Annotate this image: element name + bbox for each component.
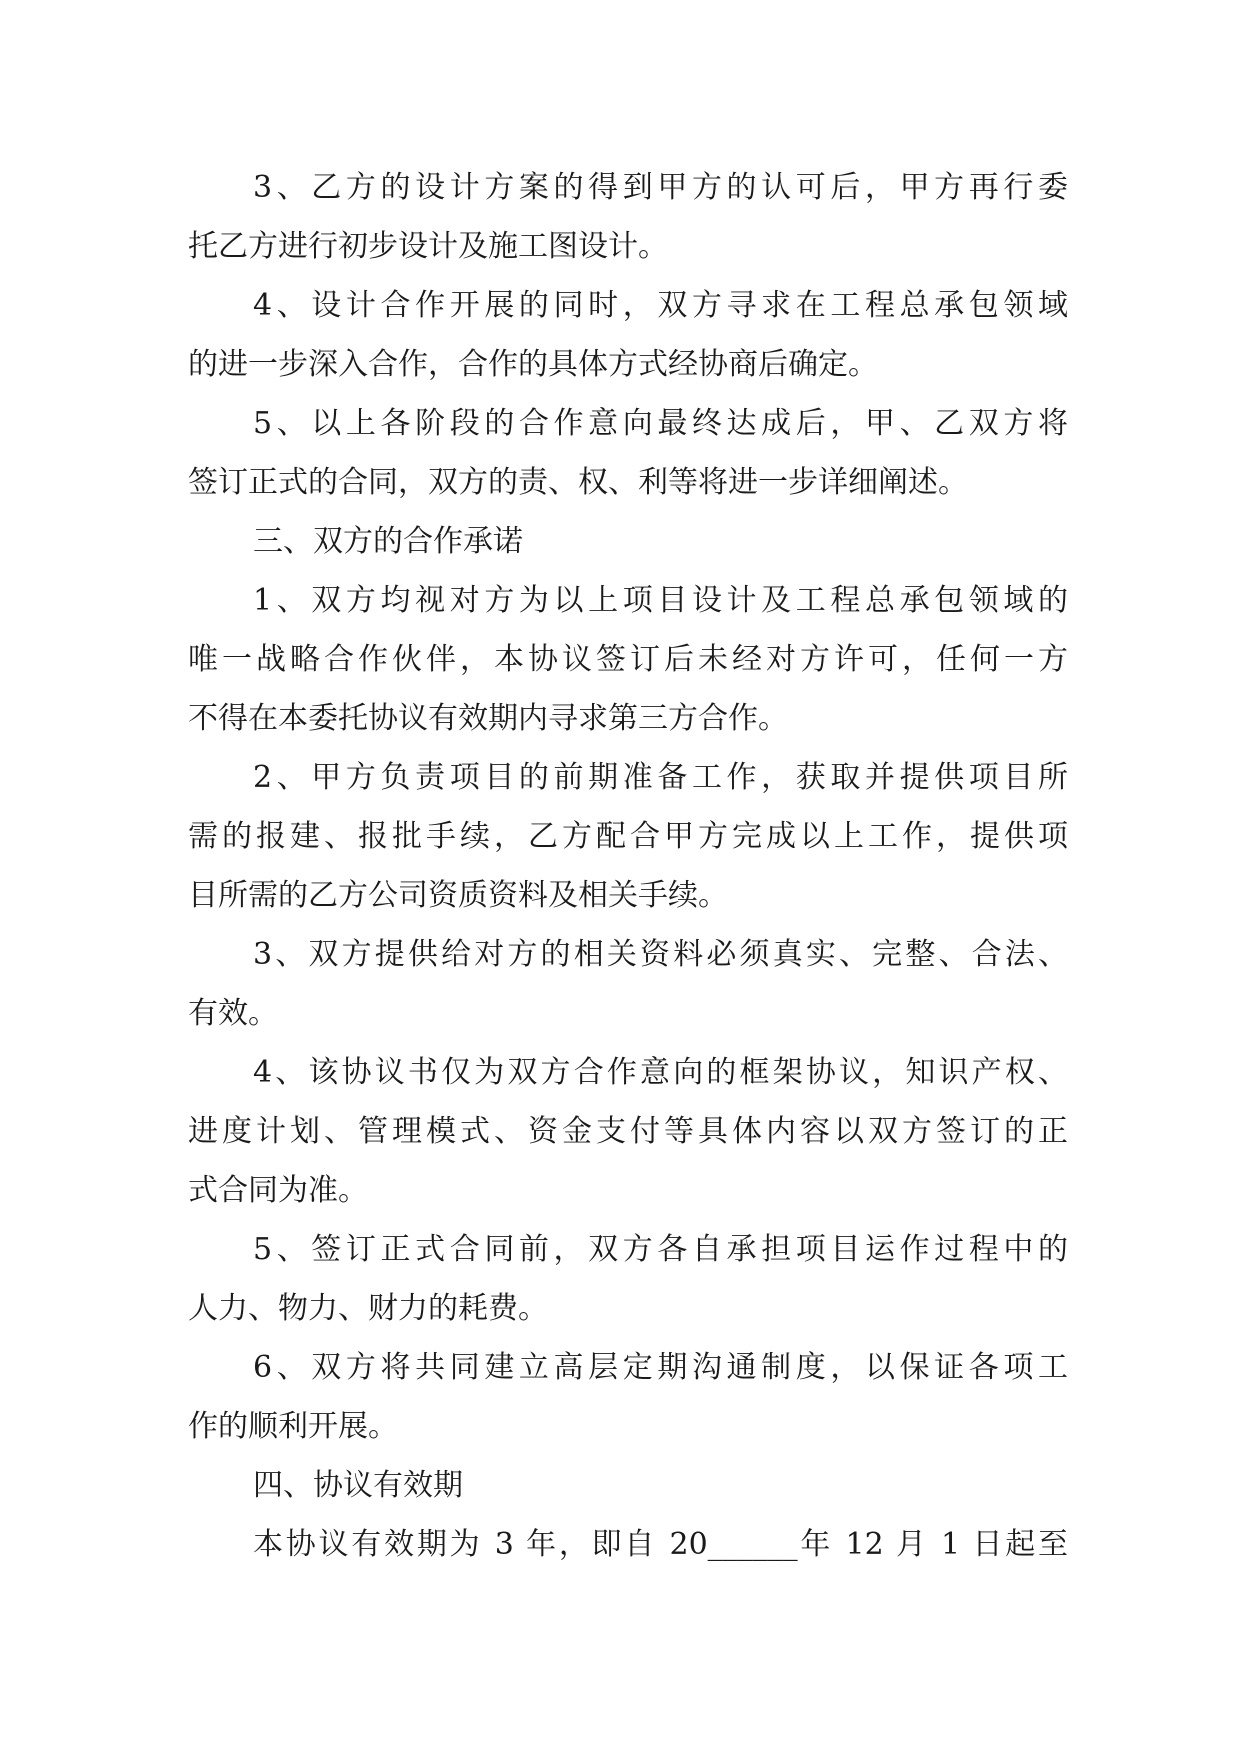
document-body	[188, 158, 1068, 1574]
paragraph-line: 唯一战略合作伙伴，本协议签订后未经对方许可，任何一方	[188, 642, 1068, 677]
paragraph-line: 6、双方将共同建立高层定期沟通制度，以保证各项工	[253, 1350, 1068, 1385]
paragraph-line: 的进一步深入合作，合作的具体方式经协商后确定。	[188, 347, 878, 382]
paragraph-line: 4、该协议书仅为双方合作意向的框架协议，知识产权、	[253, 1055, 1068, 1090]
paragraph-line: 人力、物力、财力的耗费。	[188, 1291, 548, 1326]
paragraph-line: 5、签订正式合同前，双方各自承担项目运作过程中的	[253, 1232, 1068, 1267]
paragraph-line: 3、双方提供给对方的相关资料必须真实、完整、合法、	[253, 937, 1068, 972]
paragraph-line: 进度计划、管理模式、资金支付等具体内容以双方签订的正	[188, 1114, 1068, 1149]
paragraph-line: 签订正式的合同，双方的责、权、利等将进一步详细阐述。	[188, 465, 968, 500]
paragraph-line: 1、双方均视对方为以上项目设计及工程总承包领域的	[253, 583, 1068, 618]
paragraph-line: 2、甲方负责项目的前期准备工作，获取并提供项目所	[253, 760, 1068, 795]
paragraph-line: 5、以上各阶段的合作意向最终达成后，甲、乙双方将	[253, 406, 1068, 441]
paragraph-line: 作的顺利开展。	[188, 1409, 398, 1444]
paragraph-line: 不得在本委托协议有效期内寻求第三方合作。	[188, 701, 788, 736]
paragraph-line: 需的报建、报批手续，乙方配合甲方完成以上工作，提供项	[188, 819, 1068, 854]
paragraph-line: 有效。	[188, 996, 278, 1031]
section-heading: 三、双方的合作承诺	[253, 524, 523, 559]
section-heading: 四、协议有效期	[253, 1468, 463, 1503]
paragraph-line: 托乙方进行初步设计及施工图设计。	[188, 229, 668, 264]
paragraph-line: 目所需的乙方公司资质资料及相关手续。	[188, 878, 728, 913]
paragraph-line: 4、设计合作开展的同时，双方寻求在工程总承包领域	[253, 288, 1068, 323]
paragraph-line: 3、乙方的设计方案的得到甲方的认可后，甲方再行委	[253, 170, 1068, 205]
paragraph-line: 式合同为准。	[188, 1173, 368, 1208]
paragraph-line: 本协议有效期为 3 年，即自 20______年 12 月 1 日起至	[253, 1527, 1068, 1562]
